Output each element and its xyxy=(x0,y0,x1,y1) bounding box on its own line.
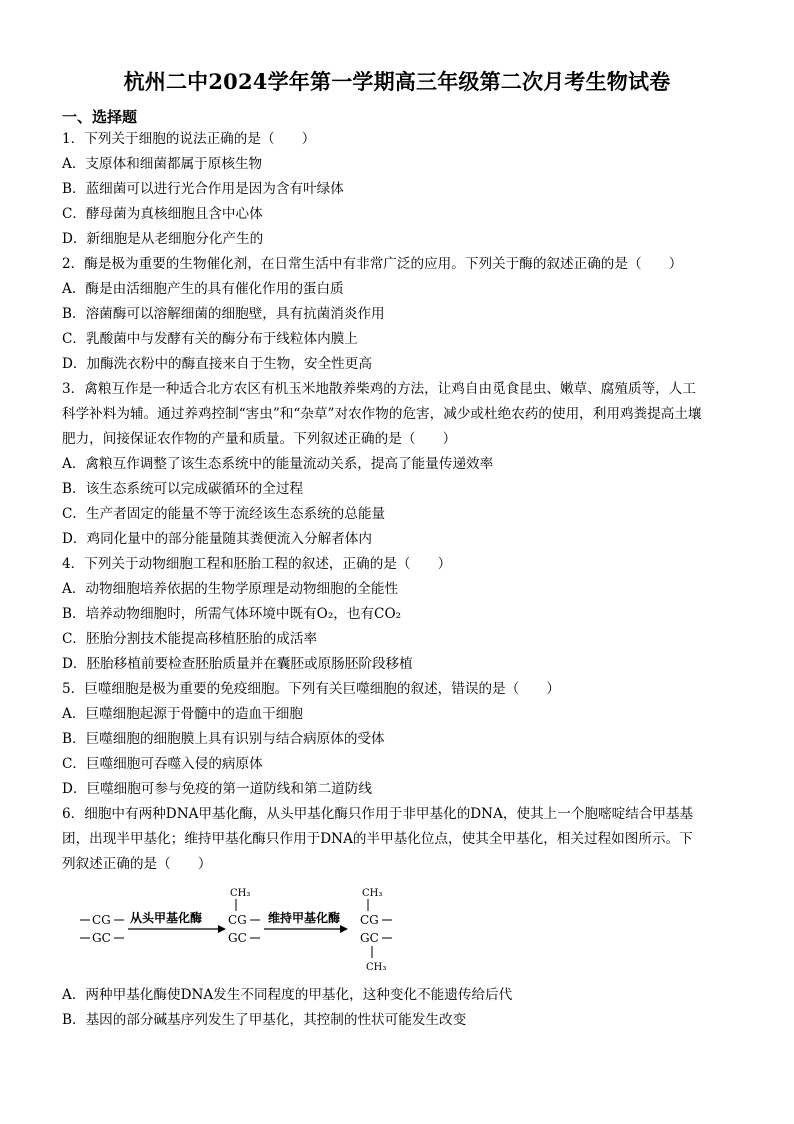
question-5-option-a: A．巨噬细胞起源于骨髓中的造血干细胞 xyxy=(62,706,303,722)
middle-ch3: CH₃ xyxy=(230,888,251,899)
question-2-option-c: C．乳酸菌中与发酵有关的酶分布于线粒体内膜上 xyxy=(62,331,358,347)
arrow-1-head xyxy=(218,925,226,933)
question-5-stem: 5．巨噬细胞是极为重要的免疫细胞。下列有关巨噬细胞的叙述，错误的是（ ） xyxy=(62,681,561,697)
right-ch3-bottom: CH₃ xyxy=(366,962,387,973)
question-4-option-b: B．培养动物细胞时，所需气体环境中既有O₂，也有CO₂ xyxy=(62,606,402,622)
methylation-diagram xyxy=(78,884,408,974)
question-2-stem: 2．酶是极为重要的生物催化剂，在日常生活中有非常广泛的应用。下列关于酶的叙述正确的是（ ） xyxy=(62,256,683,272)
question-2-option-d: D．加酶洗衣粉中的酶直接来自于生物，安全性更高 xyxy=(62,356,372,372)
enzyme-2-label: 维持甲基化酶 xyxy=(268,911,341,925)
question-2-option-a: A．酶是由活细胞产生的具有催化作用的蛋白质 xyxy=(62,281,344,297)
question-3-option-b: B．该生态系统可以完成碳循环的全过程 xyxy=(62,481,304,497)
arrow-2-head xyxy=(340,925,348,933)
question-3-stem-line-2: 科学补料为辅。通过养鸡控制“害虫”和“杂草”对农作物的危害，减少或杜绝农药的使用，利用鸡粪提高土壤 xyxy=(62,406,702,422)
question-4-stem: 4．下列关于动物细胞工程和胚胎工程的叙述，正确的是（ ） xyxy=(62,556,452,572)
question-3-stem-line-3: 肥力，间接保证农作物的产量和质量。下列叙述正确的是（ ） xyxy=(62,431,457,447)
question-6-stem-line-2: 团，出现半甲基化；维持甲基化酶只作用于DNA的半甲基化位点，使其全甲基化，相关过程如图所示。下 xyxy=(62,831,693,847)
exam-title: 杭州二中2024学年第一学期高三年级第二次月考生物试卷 xyxy=(123,69,671,94)
question-1-option-a: A．支原体和细菌都属于原核生物 xyxy=(62,156,263,172)
left-gc: GC xyxy=(92,931,111,945)
question-4-option-c: C．胚胎分割技术能提高移植胚胎的成活率 xyxy=(62,631,318,647)
right-cg: CG xyxy=(360,913,379,927)
question-1-option-c: C．酵母菌为真核细胞且含中心体 xyxy=(62,206,263,222)
question-5-option-c: C．巨噬细胞可吞噬入侵的病原体 xyxy=(62,756,263,772)
left-cg: CG xyxy=(92,913,111,927)
question-3-option-a: A．禽粮互作调整了该生态系统中的能量流动关系，提高了能量传递效率 xyxy=(62,456,494,472)
question-4-option-d: D．胚胎移植前要检查胚胎质量并在囊胚或原肠胚阶段移植 xyxy=(62,656,413,672)
question-6-stem-line-1: 6．细胞中有两种DNA甲基化酶，从头甲基化酶只作用于非甲基化的DNA，使其上一个胞嘧啶结合甲基基 xyxy=(62,806,694,822)
question-1-option-b: B．蓝细菌可以进行光合作用是因为含有叶绿体 xyxy=(62,181,344,197)
question-1-option-d: D．新细胞是从老细胞分化产生的 xyxy=(62,231,264,247)
question-6-option-b: B．基因的部分碱基序列发生了甲基化，其控制的性状可能发生改变 xyxy=(62,1012,467,1028)
question-3-option-c: C．生产者固定的能量不等于流经该生态系统的总能量 xyxy=(62,506,386,522)
question-3-stem-line-1: 3．禽粮互作是一种适合北方农区有机玉米地散养柴鸡的方法，让鸡自由觅食昆虫、嫩草、腐殖质等，人工 xyxy=(62,381,696,397)
question-5-option-d: D．巨噬细胞可参与免疫的第一道防线和第二道防线 xyxy=(62,781,372,797)
middle-cg: CG xyxy=(228,913,247,927)
middle-gc: GC xyxy=(228,931,247,945)
question-6-stem-line-3: 列叙述正确的是（ ） xyxy=(62,856,212,872)
question-5-option-b: B．巨噬细胞的细胞膜上具有识别与结合病原体的受体 xyxy=(62,731,385,747)
right-ch3-top: CH₃ xyxy=(362,888,383,899)
right-gc: GC xyxy=(360,931,379,945)
question-4-option-a: A．动物细胞培养依据的生物学原理是动物细胞的全能性 xyxy=(62,581,399,597)
question-1-stem: 1．下列关于细胞的说法正确的是（ ） xyxy=(62,131,316,147)
section-heading: 一、选择题 xyxy=(62,108,138,126)
question-6-option-a: A．两种甲基化酶使DNA发生不同程度的甲基化，这种变化不能遗传给后代 xyxy=(62,987,513,1003)
enzyme-1-label: 从头甲基化酶 xyxy=(130,911,203,925)
question-2-option-b: B．溶菌酶可以溶解细菌的细胞壁，具有抗菌消炎作用 xyxy=(62,306,385,322)
question-3-option-d: D．鸡同化量中的部分能量随其粪便流入分解者体内 xyxy=(62,531,372,547)
